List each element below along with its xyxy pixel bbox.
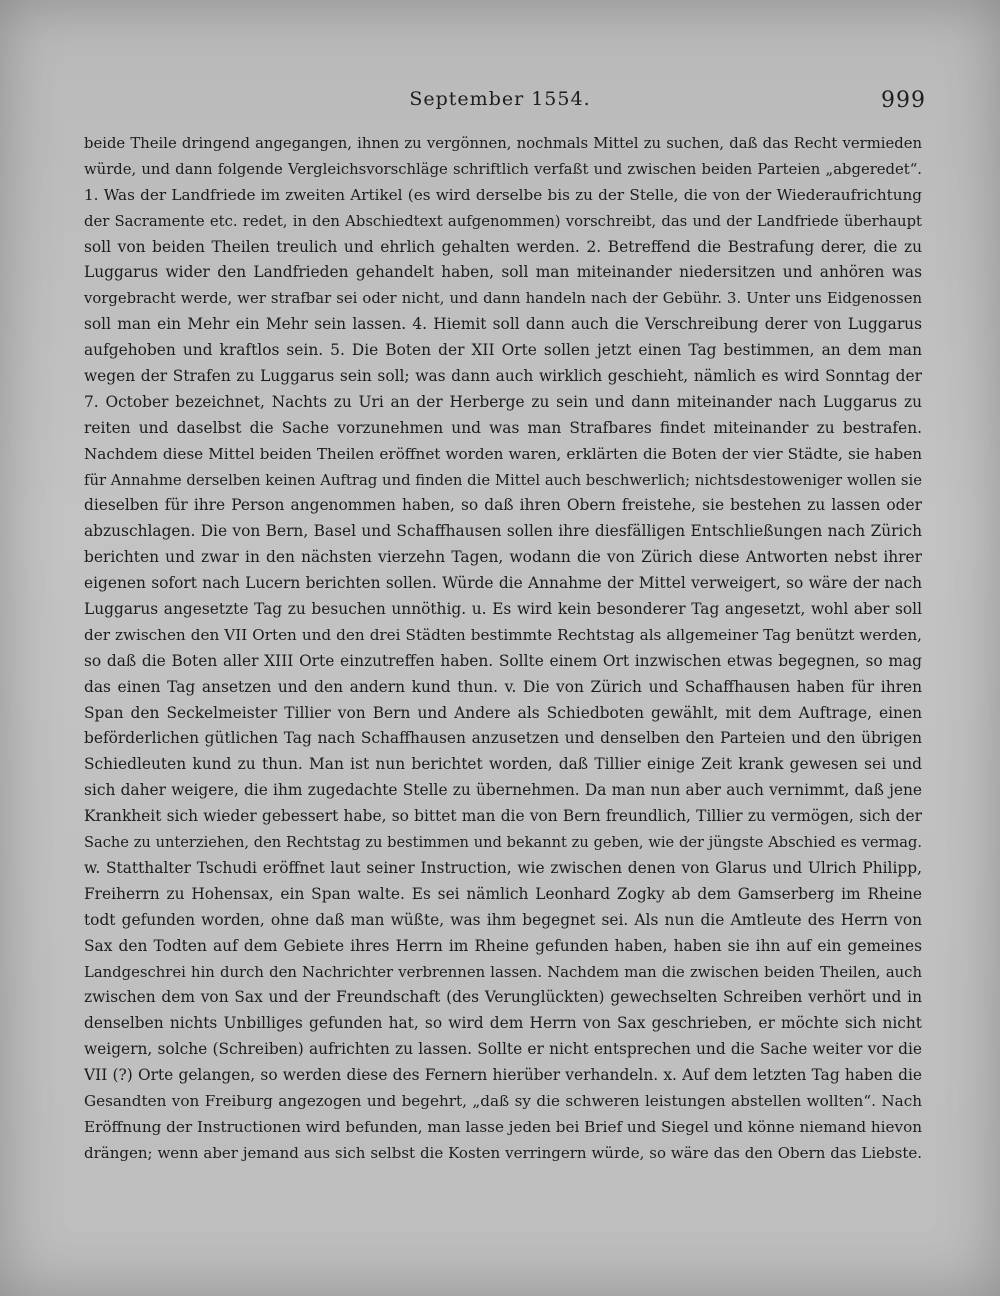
text-line: Nachdem diese Mittel beiden Theilen eröffnet worden waren, erklärten die Boten der vier Städte, sie haben <box>84 444 922 463</box>
text-line: Krankheit sich wieder gebessert habe, so bittet man die von Bern freundlich, Tillier zu vermögen, sich der <box>84 807 922 826</box>
text-line: 7. October bezeichnet, Nachts zu Uri an der Herberge zu sein und dann miteinander nach Luggarus zu <box>84 392 922 411</box>
text-line: soll von beiden Theilen treulich und ehrlich gehalten werden. 2. Betreffend die Bestrafung derer, die zu <box>84 237 922 256</box>
text-line: w. Statthalter Tschudi eröffnet laut seiner Instruction, wie zwischen denen von Glarus und Ulrich Philipp, <box>84 858 922 877</box>
text-line: Landgeschrei hin durch den Nachrichter verbrennen lassen. Nachdem man die zwischen beiden Theilen, auch <box>84 963 922 981</box>
text-line: drängen; wenn aber jemand aus sich selbst die Kosten verringern würde, so wäre das den Obern das Liebste. <box>84 1143 922 1162</box>
text-line: reiten und daselbst die Sache vorzunehmen und was man Strafbares findet miteinander zu bestrafen. <box>84 418 922 437</box>
text-line: der zwischen den VII Orten und den drei Städten bestimmte Rechtstag als allgemeiner Tag benützt werden, <box>84 625 922 644</box>
text-line: 1. Was der Landfriede im zweiten Artikel (es wird derselbe bis zu der Stelle, die von der Wiederaufrichtung <box>84 185 922 204</box>
text-line: Span den Seckelmeister Tillier von Bern und Andere als Schiedboten gewählt, mit dem Auftrage, einen <box>84 703 922 722</box>
text-line: Sax den Todten auf dem Gebiete ihres Herrn im Rheine gefunden haben, haben sie ihn auf ein gemeines <box>84 936 922 955</box>
text-line: Gesandten von Freiburg angezogen und begehrt, „daß sy die schweren leistungen abstellen wollten“. Nach <box>84 1091 922 1110</box>
text-line: der Sacramente etc. redet, in den Abschiedtext aufgenommen) vorschreibt, das und der Landfriede überhaupt <box>84 212 922 230</box>
text-line: würde, und dann folgende Vergleichsvorschläge schriftlich verfaßt und zwischen beiden Parteien „abgeredet“. <box>84 160 922 178</box>
text-line: Freiherrn zu Hohensax, ein Span walte. Es sei nämlich Leonhard Zogky ab dem Gamserberg im Rheine <box>84 884 922 903</box>
text-line: Eröffnung der Instructionen wird befunden, man lasse jeden bei Brief und Siegel und könne niemand hievon <box>84 1117 922 1136</box>
text-line: VII (?) Orte gelangen, so werden diese des Fernern hierüber verhandeln. x. Auf dem letzten Tag haben die <box>84 1066 922 1085</box>
text-line: todt gefunden worden, ohne daß man wüßte, was ihm begegnet sei. Als nun die Amtleute des Herrn von <box>84 910 922 929</box>
text-line: berichten und zwar in den nächsten vierzehn Tagen, wodann die von Zürich diese Antworten nebst ihrer <box>84 548 922 567</box>
text-line: aufgehoben und kraftlos sein. 5. Die Boten der XII Orte sollen jetzt einen Tag bestimmen, an dem man <box>84 341 922 360</box>
text-line: weigern, solche (Schreiben) aufrichten zu lassen. Sollte er nicht entsprechen und die Sache weiter vor die <box>84 1040 922 1059</box>
text-line: Luggarus wider den Landfrieden gehandelt haben, soll man miteinander niedersitzen und anhören was <box>84 263 922 282</box>
text-line: abzuschlagen. Die von Bern, Basel und Schaffhausen sollen ihre diesfälligen Entschließungen nach Zürich <box>84 522 922 541</box>
text-line: Sache zu unterziehen, den Rechtstag zu bestimmen und bekannt zu geben, wie der jüngste Abschied es vermag. <box>84 834 922 852</box>
body-text <box>84 131 922 1167</box>
text-line: beförderlichen gütlichen Tag nach Schaffhausen anzusetzen und denselben den Parteien und den übrigen <box>84 729 922 748</box>
running-head <box>0 88 1000 118</box>
text-line: das einen Tag ansetzen und den andern kund thun. v. Die von Zürich und Schaffhausen haben für ihren <box>84 677 922 696</box>
text-line: denselben nichts Unbilliges gefunden hat, so wird dem Herrn von Sax geschrieben, er möchte sich nicht <box>84 1014 922 1033</box>
running-title: September 1554. <box>409 88 591 110</box>
text-line: dieselben für ihre Person angenommen haben, so daß ihren Obern freistehe, sie bestehen zu lassen oder <box>84 496 922 515</box>
text-line: vorgebracht werde, wer strafbar sei oder nicht, und dann handeln nach der Gebühr. 3. Unter uns Eidgenossen <box>84 290 922 308</box>
text-line: Schiedleuten kund zu thun. Man ist nun berichtet worden, daß Tillier einige Zeit krank gewesen sei und <box>84 755 922 774</box>
text-line: eigenen sofort nach Lucern berichten sollen. Würde die Annahme der Mittel verweigert, so wäre der nach <box>84 574 922 593</box>
text-line: so daß die Boten aller XIII Orte einzutreffen haben. Sollte einem Ort inzwischen etwas begegnen, so mag <box>84 651 922 670</box>
page-number: 999 <box>881 88 926 113</box>
text-line: zwischen dem von Sax und der Freundschaft (des Verunglückten) gewechselten Schreiben verhört und in <box>84 988 922 1007</box>
text-line: Luggarus angesetzte Tag zu besuchen unnöthig. u. Es wird kein besonderer Tag angesetzt, wohl aber soll <box>84 600 922 619</box>
text-line: soll man ein Mehr ein Mehr sein lassen. 4. Hiemit soll dann auch die Verschreibung derer von Luggarus <box>84 315 922 334</box>
text-line: für Annahme derselben keinen Auftrag und finden die Mittel auch beschwerlich; nichtsdestoweniger wollen sie <box>84 471 922 489</box>
text-line: sich daher weigere, die ihm zugedachte Stelle zu übernehmen. Da man nun aber auch vernimmt, daß jene <box>84 781 922 800</box>
text-line: wegen der Strafen zu Luggarus sein soll; was dann auch wirklich geschieht, nämlich es wird Sonntag der <box>84 367 922 386</box>
text-line: beide Theile dringend angegangen, ihnen zu vergönnen, nochmals Mittel zu suchen, daß das Recht vermieden <box>84 135 922 152</box>
